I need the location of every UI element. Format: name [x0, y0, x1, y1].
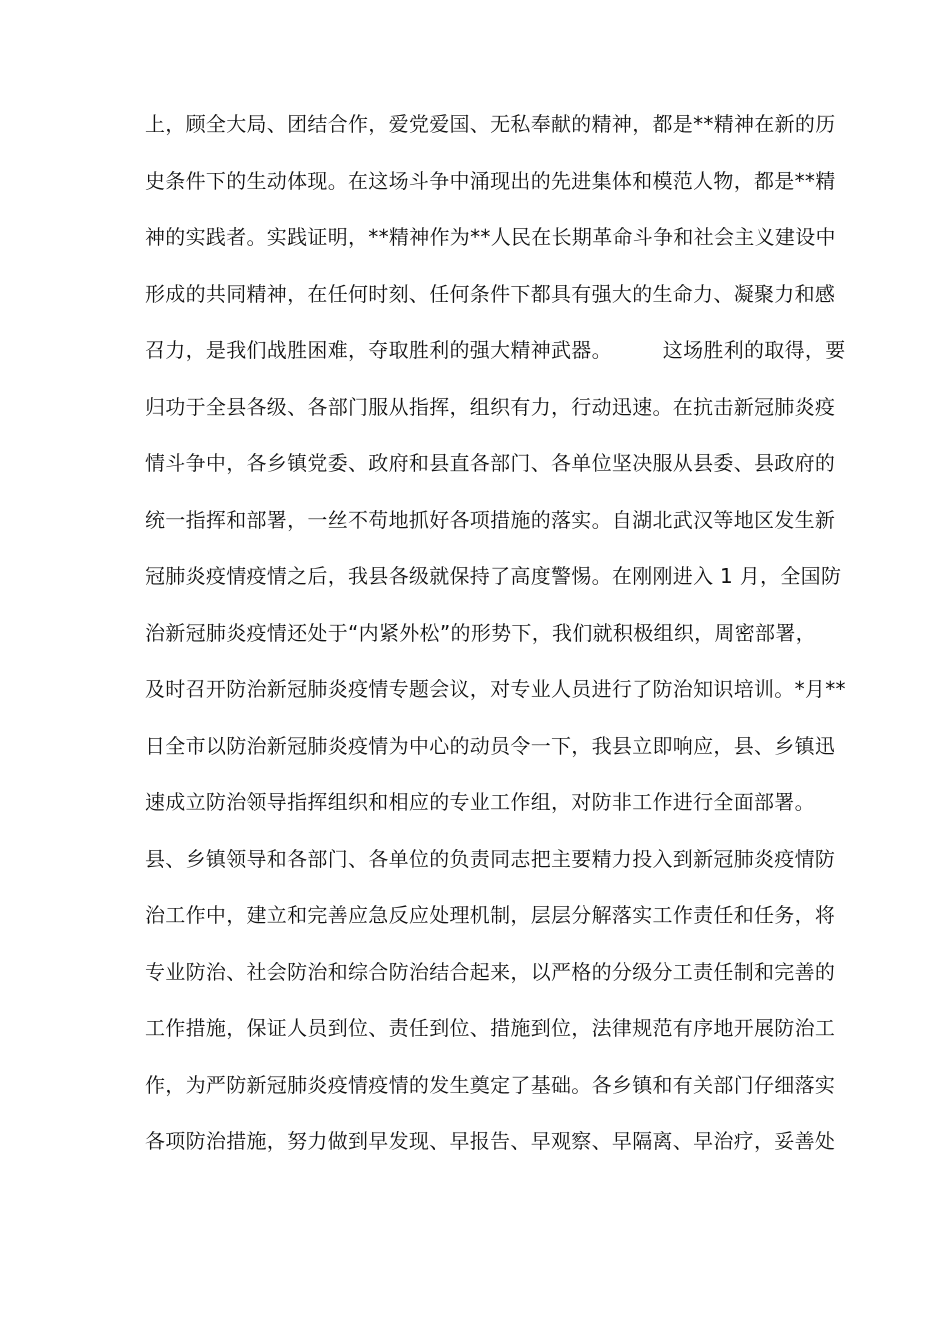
- text-line: 治工作中，建立和完善应急反应处理机制，层层分解落实工作责任和任务，将: [145, 903, 836, 927]
- text-line: 神的实践者。实践证明，**精神作为**人民在长期革命斗争和社会主义建设中: [145, 225, 836, 249]
- text-line: 工作措施，保证人员到位、责任到位、措施到位，法律规范有序地开展防治工: [145, 1016, 836, 1040]
- text-line: 情斗争中，各乡镇党委、政府和县直各部门、各单位坚决服从县委、县政府的: [145, 451, 836, 475]
- text-line: 冠肺炎疫情疫情之后，我县各级就保持了高度警惕。在刚刚进入 1 月，全国防: [145, 564, 842, 588]
- text-line: 速成立防治领导指挥组织和相应的专业工作组，对防非工作进行全面部署。: [145, 790, 815, 814]
- text-line: 县、乡镇领导和各部门、各单位的负责同志把主要精力投入到新冠肺炎疫情防: [145, 846, 836, 871]
- text-line: 治新冠肺炎疫情还处于“内紧外松”的形势下，我们就积极组织，周密部署，: [145, 620, 816, 645]
- text-line: 各项防治措施，努力做到早发现、早报告、早观察、早隔离、早治疗，妥善处: [145, 1129, 836, 1153]
- text-line: 上，顾全大局、团结合作，爱党爱国、无私奉献的精神，都是**精神在新的历: [145, 112, 836, 136]
- text-line: 形成的共同精神，在任何时刻、任何条件下都具有强大的生命力、凝聚力和感: [145, 281, 836, 306]
- text-line: 归功于全县各级、各部门服从指挥，组织有力，行动迅速。在抗击新冠肺炎疫: [145, 394, 836, 419]
- body-text: [145, 104, 846, 1178]
- text-line: 专业防治、社会防治和综合防治结合起来，以严格的分级分工责任制和完善的: [145, 959, 836, 984]
- text-line: 史条件下的生动体现。在这场斗争中涌现出的先进集体和模范人物，都是**精: [145, 168, 836, 193]
- text-line: 及时召开防治新冠肺炎疫情专题会议，对专业人员进行了防治知识培训。*月**: [145, 677, 846, 701]
- text-line: 作，为严防新冠肺炎疫情疫情的发生奠定了基础。各乡镇和有关部门仔细落实: [145, 1072, 836, 1097]
- text-line: 统一指挥和部署，一丝不苟地抓好各项措施的落实。自湖北武汉等地区发生新: [145, 507, 836, 532]
- text-line: 召力，是我们战胜困难，夺取胜利的强大精神武器。 这场胜利的取得，要: [145, 338, 846, 362]
- text-line: 日全市以防治新冠肺炎疫情为中心的动员令一下，我县立即响应，县、乡镇迅: [145, 733, 836, 758]
